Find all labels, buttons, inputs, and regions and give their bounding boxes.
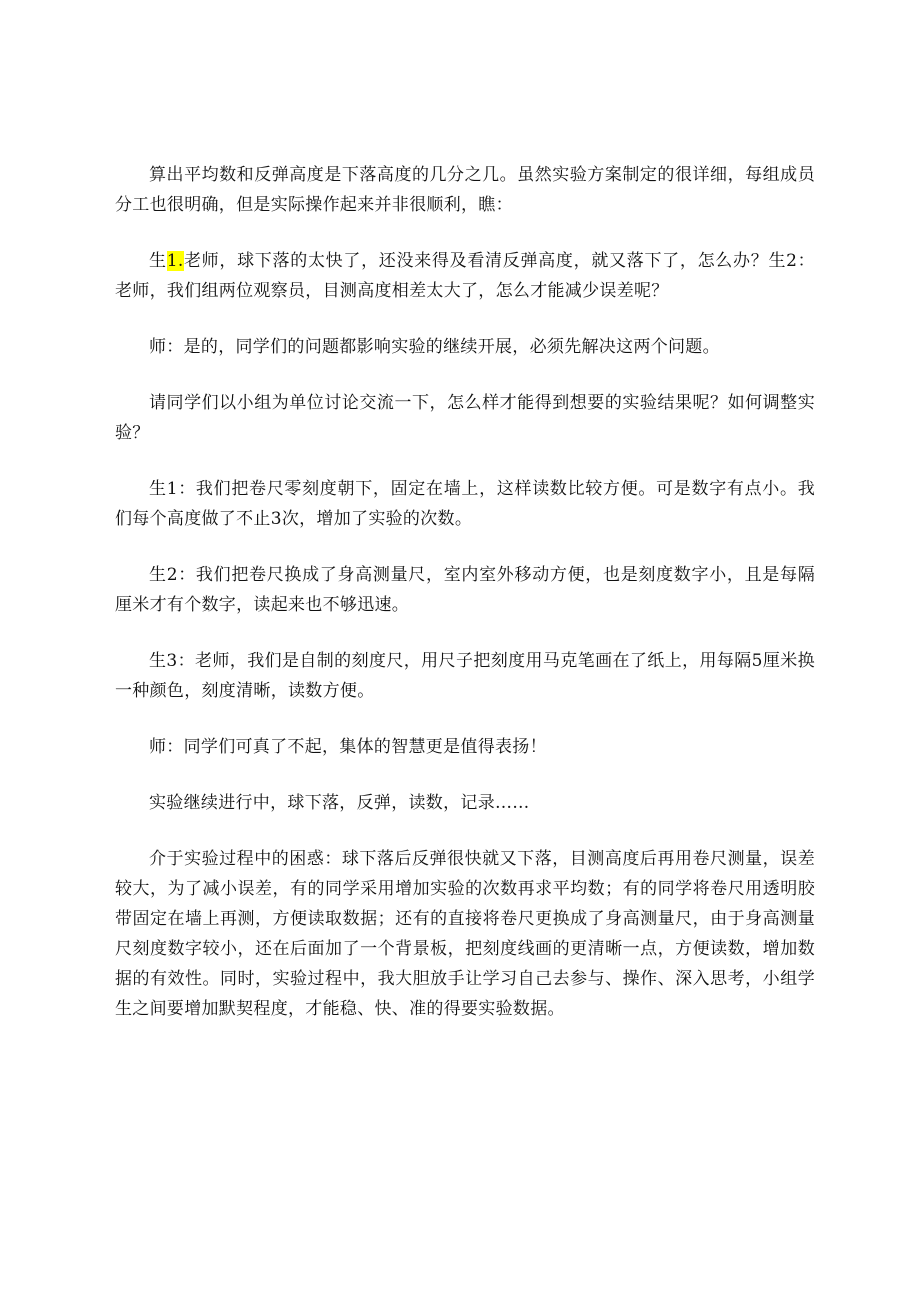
paragraph-student-question — [115, 246, 815, 306]
document-body — [115, 160, 815, 1050]
speaker-prefix: 生 — [149, 251, 167, 271]
paragraph-reflection: 介于实验过程中的困惑：球下落后反弹很快就又下落，目测高度后再用卷尺测量，误差较大，为了减小误差，有的同学采用增加实验的次数再求平均数；有的同学将卷尺用透明胶带固定在墙上再测，方便读取数据；还有的直接将卷尺更换成了身高测量尺，由于身高测量尺刻度数字较小，还在后面加了一个背景板，把刻度线画的更清晰一点，方便读数，增加数据的有效性。同时，实验过程中，我大胆放手让学习自己去参与、操作、深入思考，小组学生之间要增加默契程度，才能稳、快、准的得要实验数据。 — [115, 849, 815, 1019]
paragraph-teacher-praise: 师：同学们可真了不起，集体的智慧更是值得表扬！ — [149, 737, 547, 757]
question-text: 老师，球下落的太快了，还没来得及看清反弹高度，就又落下了，怎么办？生2：老师，我们组两位观察员，目测高度相差太大了，怎么才能减少误差呢？ — [115, 251, 815, 301]
paragraph-student-2: 生2：我们把卷尺换成了身高测量尺，室内室外移动方便，也是刻度数字小，且是每隔厘米才有个数字，读起来也不够迅速。 — [115, 565, 815, 615]
paragraph-experiment-continues: 实验继续进行中，球下落，反弹，读数，记录…… — [149, 793, 530, 813]
paragraph-student-3: 生3：老师，我们是自制的刻度尺，用尺子把刻度用马克笔画在了纸上，用每隔5厘米换一种颜色，刻度清晰，读数方便。 — [115, 651, 815, 701]
paragraph-intro: 算出平均数和反弹高度是下落高度的几分之几。虽然实验方案制定的很详细，每组成员分工也很明确，但是实际操作起来并非很顺利，瞧： — [115, 165, 815, 215]
highlighted-text: 1. — [166, 251, 184, 271]
paragraph-discussion-prompt: 请同学们以小组为单位讨论交流一下，怎么样才能得到想要的实验结果呢？如何调整实验？ — [115, 393, 815, 443]
paragraph-student-1: 生1：我们把卷尺零刻度朝下，固定在墙上，这样读数比较方便。可是数字有点小。我们每个高度做了不止3次，增加了实验的次数。 — [115, 479, 815, 529]
paragraph-teacher-response: 师：是的，同学们的问题都影响实验的继续开展，必须先解决这两个问题。 — [149, 337, 720, 357]
